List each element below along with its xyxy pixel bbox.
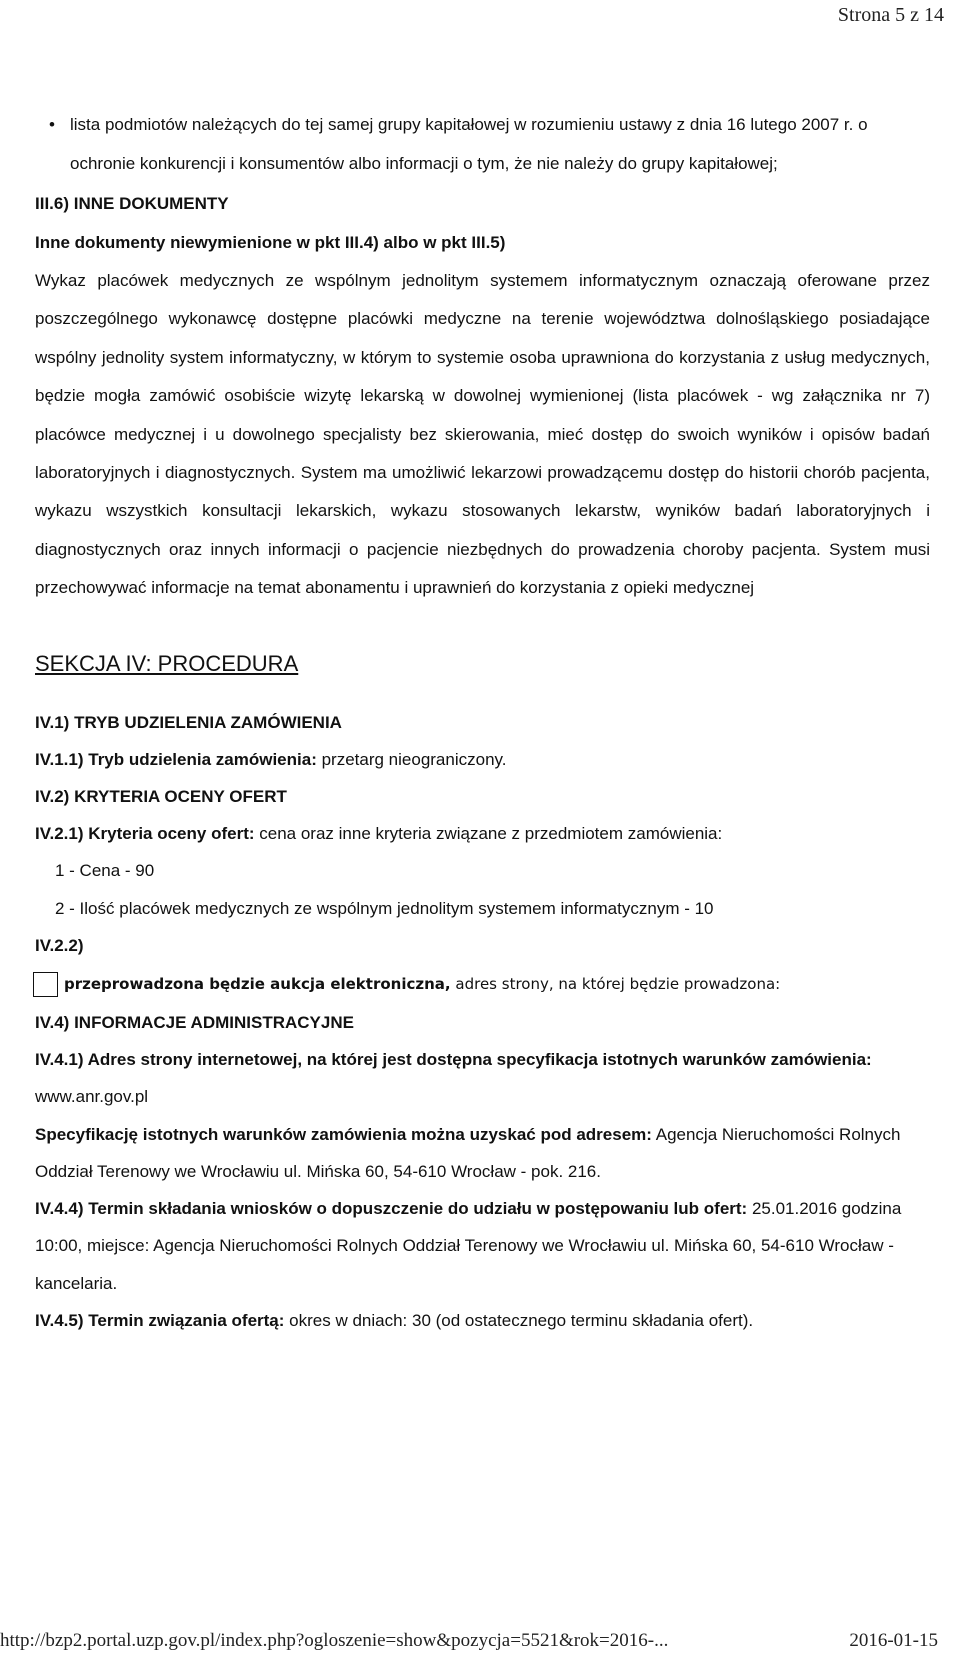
iv2-title: IV.2) KRYTERIA OCENY OFERT <box>35 787 287 807</box>
iv41-value: www.anr.gov.pl <box>35 1087 149 1107</box>
iv11-label: IV.1.1) Tryb udzielenia zamówienia: <box>35 749 317 769</box>
bullet-icon: • <box>49 115 55 134</box>
section-heading-iv: SEKCJA IV: PROCEDURA <box>35 650 299 676</box>
iv11-value: przetarg nieograniczony. <box>321 749 507 769</box>
iv45-value: okres w dniach: 30 (od ostatecznego terminu składania ofert). <box>289 1310 754 1330</box>
iv44-line <box>35 1190 930 1302</box>
iv21-label: IV.2.1) Kryteria oceny ofert: <box>35 824 255 844</box>
page-number: Strona 5 z 14 <box>837 4 944 26</box>
footer-url: http://bzp2.portal.uzp.gov.pl/index.php?ogloszenie=show&pozycja=5521&rok=2016-... <box>0 1630 669 1651</box>
iv41-line <box>35 1041 930 1115</box>
iv44-value: 25.01.2016 godzina 10:00, miejsce: Agencja Nieruchomości Rolnych Oddział Terenowy we Wrocławiu ul. Mińska 60, 54-610 Wrocław - kancelaria. <box>35 1199 902 1293</box>
auction-bold-text: przeprowadzona będzie aukcja elektroniczna, <box>64 975 451 994</box>
iv21-value: cena oraz inne kryteria związane z przedmiotem zamówienia: <box>259 824 723 844</box>
iv21-line <box>35 815 930 852</box>
iv22-label: IV.2.2) <box>35 935 84 955</box>
auction-row <box>33 964 930 1004</box>
bullet-text: lista podmiotów należących do tej samej grupy kapitałowej w rozumieniu ustawy z dnia 16 lutego 2007 r. o ochronie konkurencji i konsumentów albo informacji o tym, że nie należy do grupy kapitałowej; <box>70 115 868 173</box>
iv11-line <box>35 741 930 778</box>
siwz-value: Agencja Nieruchomości Rolnych Oddział Terenowy we Wrocławiu ul. Mińska 60, 54-610 Wrocław - pok. 216. <box>35 1124 901 1181</box>
iv4-title: IV.4) INFORMACJE ADMINISTRACYJNE <box>35 1013 354 1033</box>
section-subtitle-iii6: Inne dokumenty niewymienione w pkt III.4) albo w pkt III.5) <box>35 233 506 252</box>
auction-rest-text: adres strony, na której będzie prowadzona: <box>455 975 781 994</box>
document-body <box>35 106 930 1339</box>
footer-date: 2016-01-15 <box>849 1630 938 1651</box>
criteria-item-2: 2 - Ilość placówek medycznych ze wspólnym jednolitym systemem informatycznym - 10 <box>55 898 714 918</box>
iv1-title: IV.1) TRYB UDZIELENIA ZAMÓWIENIA <box>35 712 342 732</box>
iv41-label: IV.4.1) Adres strony internetowej, na której jest dostępna specyfikacja istotnych warunków zamówienia: <box>35 1050 872 1070</box>
list-item <box>35 106 930 183</box>
section-title-iii6: III.6) INNE DOKUMENTY <box>35 194 229 213</box>
iv45-label: IV.4.5) Termin związania ofertą: <box>35 1310 285 1330</box>
iv45-line <box>35 1302 930 1339</box>
siwz-label: Specyfikację istotnych warunków zamówienia można uzyskać pod adresem: <box>35 1124 652 1144</box>
section-body-iii6: Wykaz placówek medycznych ze wspólnym jednolitym systemem informatycznym oznaczają oferowane przez poszczególnego wykonawcę dostępne placówki medyczne na terenie województwa dolnośląskiego posiadające wspólny jednolity system informatyczny, w którym to systemie osoba uprawniona do korzystania z usług medycznych, będzie mogła zamówić osobiście wizytę lekarską w dowolnej wymienionej (lista placówek - wg załącznika nr 7) placówce medycznej i u dowolnego specjalisty bez skierowania, mieć dostęp do swoich wyników i opisów badań laboratoryjnych i diagnostycznych. System ma umożliwić lekarzowi prowadzącemu dostęp do historii chorób pacjenta, wykazu wszystkich konsultacji lekarskich, wykazu stosowanych lekarstw, wyników badań laboratoryjnych i diagnostycznych oraz innych informacji o pacjencie niezbędnych do prowadzenia choroby pacjenta. System musi przechowywać informacje na temat abonamentu i uprawnień do korzystania z opieki medycznej <box>35 271 930 598</box>
checkbox-icon <box>33 972 58 997</box>
criteria-item-1: 1 - Cena - 90 <box>55 861 155 881</box>
iv44-label: IV.4.4) Termin składania wniosków o dopuszczenie do udziału w postępowaniu lub ofert: <box>35 1199 748 1219</box>
siwz-line <box>35 1116 930 1190</box>
